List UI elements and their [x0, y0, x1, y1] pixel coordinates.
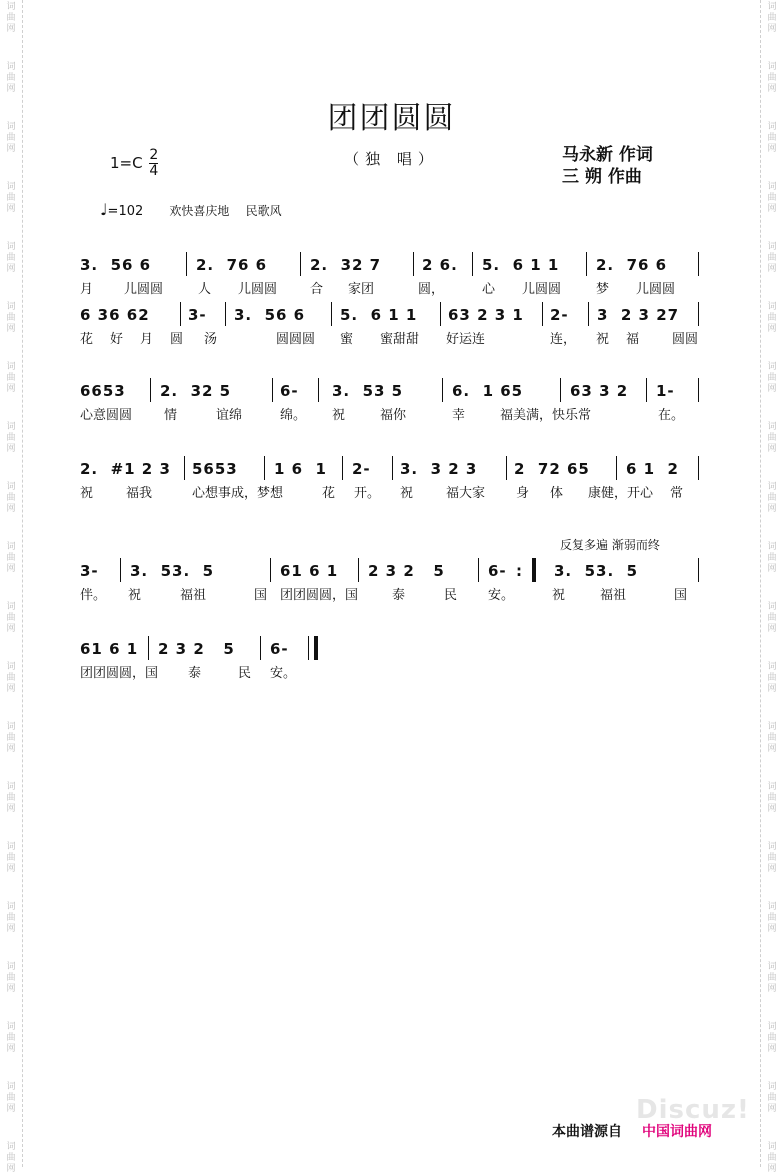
- credits: [562, 144, 653, 188]
- lyric: 福祖: [600, 588, 627, 603]
- measure: 6 36 62: [80, 306, 150, 324]
- lyric: 在。: [658, 408, 685, 423]
- watermark-text: 词 曲 网: [767, 122, 777, 154]
- watermark-text: 词 曲 网: [6, 902, 16, 934]
- discuz-watermark: Discuz!: [636, 1095, 750, 1125]
- measure: 3. 53. 5: [130, 562, 215, 580]
- measure: 3 2 3 27: [597, 306, 680, 324]
- bar-line: [472, 252, 473, 276]
- bar-line: [506, 456, 507, 480]
- site-link[interactable]: 中国词曲网: [642, 1124, 712, 1140]
- lyric: 儿圆圆: [522, 282, 562, 297]
- bar-line: [184, 456, 185, 480]
- bar-line: [186, 252, 187, 276]
- measure: 5653: [192, 460, 238, 478]
- lyricist-credit: 马永新 作词: [562, 145, 653, 165]
- lyric: 谊绵: [216, 408, 243, 423]
- watermark-text: 词 曲 网: [6, 542, 16, 574]
- watermark-text: 词 曲 网: [6, 1022, 16, 1054]
- measure: 3. 53 5: [332, 382, 404, 400]
- watermark-text: 词 曲 网: [6, 62, 16, 94]
- lyric: 儿圆圆: [124, 282, 164, 297]
- watermark-text: 词 曲 网: [767, 242, 777, 274]
- lyric: 福你: [380, 408, 407, 423]
- measure: 6653: [80, 382, 126, 400]
- score-system-6: [80, 636, 700, 682]
- bar-line: [588, 302, 589, 326]
- performance-type: （独 唱）: [344, 150, 439, 168]
- time-numerator: 2: [149, 147, 159, 163]
- lyric: 圆，: [418, 282, 445, 297]
- watermark-text: 词 曲 网: [767, 1022, 777, 1054]
- style-marking-2: 民歌风: [245, 204, 282, 218]
- bar-line: [120, 558, 121, 582]
- lyric: 身: [516, 486, 530, 501]
- composer-credit: 三 朔 作曲: [562, 167, 642, 187]
- bar-line: [300, 252, 301, 276]
- bar-line: [413, 252, 414, 276]
- measure: 61 6 1: [280, 562, 339, 580]
- bar-line: [272, 378, 273, 402]
- lyrics-row: [80, 584, 700, 604]
- bar-line: [342, 456, 343, 480]
- measure: 2. #1 2 3: [80, 460, 171, 478]
- bar-line: [318, 378, 319, 402]
- repeat-sign: :: [516, 562, 523, 580]
- watermark-text: 词 曲 网: [767, 902, 777, 934]
- lyric: 心意圆圆: [80, 408, 133, 423]
- watermark-text: 词 曲 网: [6, 122, 16, 154]
- watermark-text: 词 曲 网: [767, 1142, 777, 1174]
- measure: 6-: [488, 562, 507, 580]
- tempo-value: =102: [107, 204, 144, 219]
- watermark-text: 词 曲 网: [6, 782, 16, 814]
- lyrics-row: [80, 278, 700, 298]
- measure: 3. 56 6: [234, 306, 306, 324]
- watermark-text: 词 曲 网: [6, 842, 16, 874]
- measure: 2-: [352, 460, 371, 478]
- lyric: 民: [238, 666, 252, 681]
- bar-line: [392, 456, 393, 480]
- measure: 2-: [550, 306, 569, 324]
- lyric: 花: [80, 332, 94, 347]
- measure: 5. 6 1 1: [340, 306, 418, 324]
- watermark-text: 词 曲 网: [6, 242, 16, 274]
- measure: 63 3 2: [570, 382, 629, 400]
- bar-line: [260, 636, 261, 660]
- lyric: 福美满，快乐常: [500, 408, 592, 423]
- bar-line: [308, 636, 309, 660]
- measure: 3. 53. 5: [554, 562, 639, 580]
- watermark-text: 词 曲 网: [6, 482, 16, 514]
- lyric: 圆圆圆: [276, 332, 316, 347]
- repeat-instruction: 反复多遍 渐弱而终: [560, 538, 660, 552]
- score-system-3: [80, 378, 700, 424]
- watermark-text: 词 曲 网: [6, 1082, 16, 1114]
- bar-line: [646, 378, 647, 402]
- bar-line: [264, 456, 265, 480]
- left-watermark-strip: [0, 0, 23, 1174]
- lyric: 团团圆圆，国: [280, 588, 359, 603]
- bar-line: [698, 302, 699, 326]
- measure: 61 6 1: [80, 640, 139, 658]
- lyric: 汤: [204, 332, 218, 347]
- bar-line: [698, 252, 699, 276]
- measure: 3-: [188, 306, 207, 324]
- watermark-text: 词 曲 网: [6, 182, 16, 214]
- lyric: 幸: [452, 408, 466, 423]
- right-watermark-strip: [760, 0, 783, 1174]
- watermark-text: 词 曲 网: [6, 422, 16, 454]
- bar-line: [358, 558, 359, 582]
- watermark-text: 词 曲 网: [767, 482, 777, 514]
- lyrics-row: [80, 404, 700, 424]
- measure: 2. 32 7: [310, 256, 382, 274]
- lyric: 月: [80, 282, 94, 297]
- bar-line: [148, 636, 149, 660]
- time-denominator: 4: [149, 163, 159, 179]
- lyric: 泰: [188, 666, 202, 681]
- score-system-4: [80, 456, 700, 502]
- bar-line: [180, 302, 181, 326]
- lyric: 儿圆圆: [238, 282, 278, 297]
- lyric: 花: [322, 486, 336, 501]
- lyric: 圆圆: [672, 332, 699, 347]
- watermark-text: 词 曲 网: [767, 1082, 777, 1114]
- bar-line: [478, 558, 479, 582]
- lyric: 祝: [596, 332, 610, 347]
- key-label: 1=C: [110, 154, 143, 172]
- watermark-text: 词 曲 网: [6, 302, 16, 334]
- measure: 2 72 65: [514, 460, 590, 478]
- lyric: 蜜甜甜: [380, 332, 420, 347]
- measure: 2. 76 6: [596, 256, 668, 274]
- lyric: 合: [310, 282, 324, 297]
- lyric: 福我: [126, 486, 153, 501]
- lyric: 开。: [354, 486, 381, 501]
- notes-row: [80, 456, 700, 482]
- lyric: 常: [670, 486, 684, 501]
- source-credit: [552, 1121, 712, 1141]
- lyric: 团团圆圆，国: [80, 666, 159, 681]
- lyric: 祝: [332, 408, 346, 423]
- watermark-text: 词 曲 网: [767, 962, 777, 994]
- score-system-2: [80, 302, 700, 348]
- measure: 6-: [280, 382, 299, 400]
- lyric: 国: [674, 588, 688, 603]
- bar-line: [560, 378, 561, 402]
- lyric: 好: [110, 332, 124, 347]
- measure: 2 3 2 5: [368, 562, 445, 580]
- bar-line: [270, 558, 271, 582]
- lyric: 祝: [80, 486, 94, 501]
- lyrics-row: [80, 328, 700, 348]
- watermark-text: 词 曲 网: [6, 602, 16, 634]
- measure: 2 6.: [422, 256, 458, 274]
- measure: 1 6 1: [274, 460, 327, 478]
- watermark-text: 词 曲 网: [767, 422, 777, 454]
- lyric: 祝: [128, 588, 142, 603]
- watermark-text: 词 曲 网: [767, 62, 777, 94]
- watermark-text: 词 曲 网: [6, 362, 16, 394]
- lyric: 安。: [270, 666, 297, 681]
- lyric: 祝: [552, 588, 566, 603]
- lyric: 福大家: [446, 486, 486, 501]
- style-marking-1: 欢快喜庆地: [169, 204, 230, 218]
- watermark-text: 词 曲 网: [767, 302, 777, 334]
- lyric: 祝: [400, 486, 414, 501]
- bar-line: [331, 302, 332, 326]
- lyric: 心: [482, 282, 496, 297]
- lyric: 梦: [596, 282, 610, 297]
- lyric: 心想事成，梦想: [192, 486, 284, 501]
- measure: 3. 56 6: [80, 256, 152, 274]
- lyric: 福: [626, 332, 640, 347]
- watermark-text: 词 曲 网: [767, 542, 777, 574]
- source-label: 本曲谱源自: [552, 1124, 622, 1140]
- bar-line: [542, 302, 543, 326]
- notes-row: [80, 636, 700, 662]
- quarter-note-icon: ♩: [100, 200, 108, 219]
- song-title: 团团圆圆: [327, 101, 456, 136]
- measure: 6-: [270, 640, 289, 658]
- score-system-5: [80, 558, 700, 604]
- score-system-1: [80, 252, 700, 298]
- watermark-text: 词 曲 网: [6, 722, 16, 754]
- lyrics-row: [80, 482, 700, 502]
- watermark-text: 词 曲 网: [767, 602, 777, 634]
- notes-row: [80, 558, 700, 584]
- bar-line: [440, 302, 441, 326]
- watermark-text: 词 曲 网: [767, 842, 777, 874]
- lyric: 人: [198, 282, 212, 297]
- lyric: 好运连: [446, 332, 486, 347]
- final-bar-line: [314, 636, 318, 660]
- lyric: 民: [444, 588, 458, 603]
- watermark-text: 词 曲 网: [6, 962, 16, 994]
- watermark-text: 词 曲 网: [6, 662, 16, 694]
- lyric: 情: [164, 408, 178, 423]
- tempo-marking: [100, 200, 282, 219]
- measure: 5. 6 1 1: [482, 256, 560, 274]
- measure: 3-: [80, 562, 99, 580]
- lyric: 安。: [488, 588, 515, 603]
- measure: 3. 3 2 3: [400, 460, 478, 478]
- lyric: 家团: [348, 282, 375, 297]
- measure: 2. 32 5: [160, 382, 232, 400]
- lyric: 绵。: [280, 408, 307, 423]
- bar-line: [616, 456, 617, 480]
- measure: 63 2 3 1: [448, 306, 524, 324]
- watermark-text: 词 曲 网: [6, 1142, 16, 1174]
- lyric: 连，: [550, 332, 577, 347]
- lyric: 泰: [392, 588, 406, 603]
- lyric: 康健，开心: [588, 486, 654, 501]
- watermark-text: 词 曲 网: [767, 2, 777, 34]
- lyrics-row: [80, 662, 700, 682]
- measure: 1-: [656, 382, 675, 400]
- measure: 2. 76 6: [196, 256, 268, 274]
- bar-line: [698, 558, 699, 582]
- notes-row: [80, 378, 700, 404]
- watermark-text: 词 曲 网: [767, 782, 777, 814]
- bar-line: [150, 378, 151, 402]
- bar-line: [698, 378, 699, 402]
- bar-line: [225, 302, 226, 326]
- bar-line: [698, 456, 699, 480]
- watermark-text: 词 曲 网: [6, 2, 16, 34]
- lyric: 蜜: [340, 332, 354, 347]
- measure: 2 3 2 5: [158, 640, 235, 658]
- bar-line: [442, 378, 443, 402]
- lyric: 体: [550, 486, 564, 501]
- lyric: 国: [254, 588, 268, 603]
- lyric: 月: [140, 332, 154, 347]
- repeat-bar-line: [532, 558, 536, 582]
- notes-row: [80, 302, 700, 328]
- lyric: 圆: [170, 332, 184, 347]
- lyric: 伴。: [80, 588, 107, 603]
- measure: 6. 1 65: [452, 382, 524, 400]
- measure: 6 1 2: [626, 460, 679, 478]
- watermark-text: 词 曲 网: [767, 662, 777, 694]
- lyric: 福祖: [180, 588, 207, 603]
- bar-line: [586, 252, 587, 276]
- notes-row: [80, 252, 700, 278]
- watermark-text: 词 曲 网: [767, 182, 777, 214]
- watermark-text: 词 曲 网: [767, 722, 777, 754]
- lyric: 儿圆圆: [636, 282, 676, 297]
- watermark-text: 词 曲 网: [767, 362, 777, 394]
